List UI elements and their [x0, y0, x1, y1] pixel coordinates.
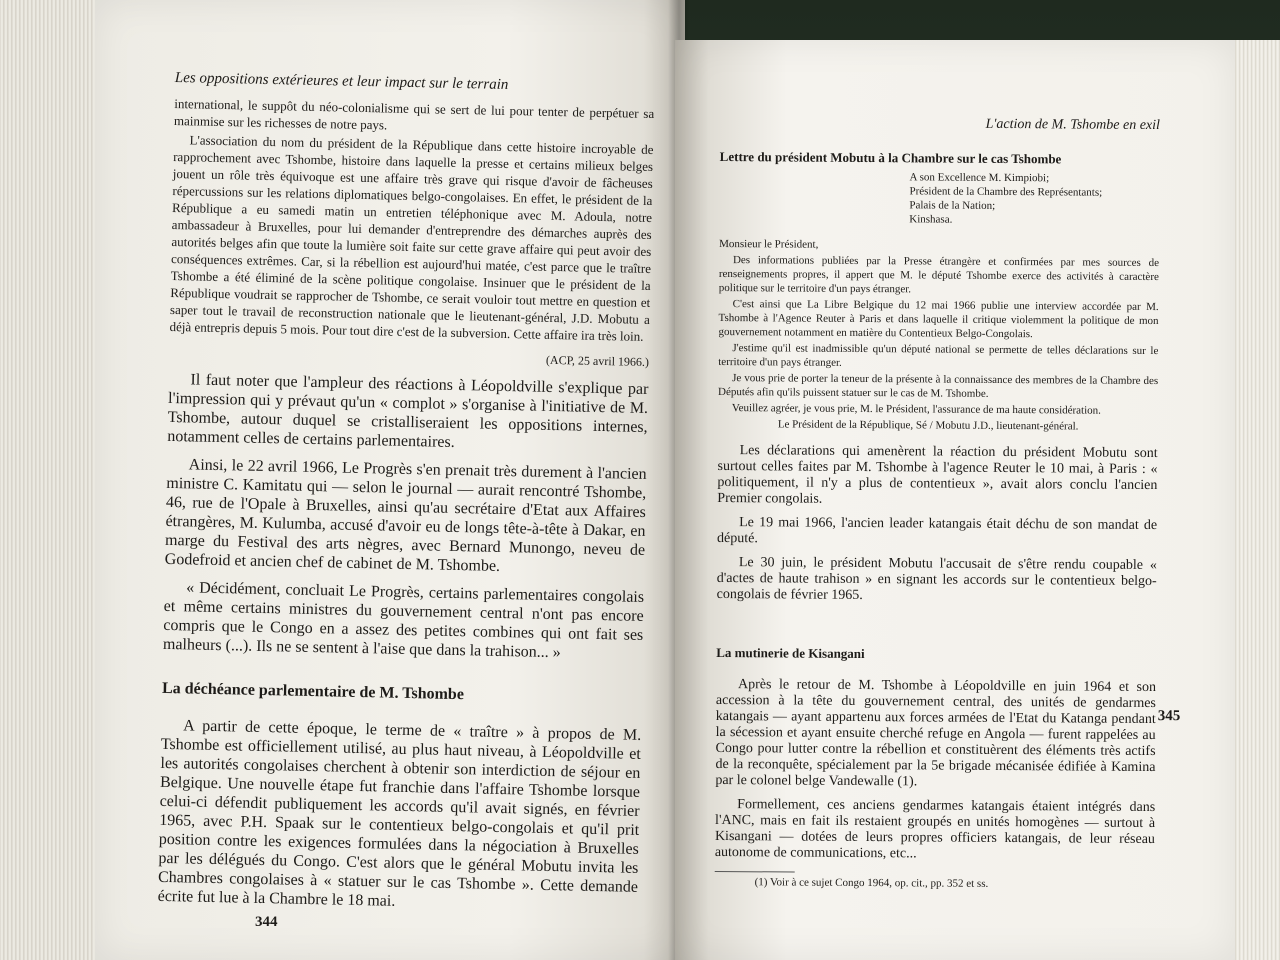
letter-paragraph: Veuillez agréer, je vous prie, M. le Président, l'assurance de ma haute considération.	[731, 402, 1101, 417]
footnote-rule	[715, 871, 795, 873]
page-number: 345	[1157, 708, 1181, 725]
left-page	[95, 0, 685, 960]
running-head: Les oppositions extérieures et leur impact sur le terrain	[174, 70, 509, 93]
letter-signature: Le Président de la République, Sé / Mobutu J.D., lieutenant-général.	[777, 418, 1079, 433]
letter-paragraph: Des informations publiées par la Presse étrangère et confirmées par mes sources de renseignements propres, il appert que M. le député Tshombe exerce des activités à caractère politique sur le territoire d'un pays étranger.	[718, 254, 1160, 296]
body-paragraph: A partir de cette époque, le terme de « traître » à propos de M. Tshombe est officiellement utilisé, au plus haut niveau, à Léopoldville et les autorités congolaises cherchent à obtenir son interdiction de séjour en Belgique. Une nouvelle étape fut franchie dans l'affaire Tshombe lorsque celui-ci défendit publiquement les accords qu'il avait signés, en février 1965, avec P.H. Spaak sur le contentieux belgo-congolais et qu'il prit position contre les exigences formulées dans la négociation à Bruxelles par les délégués du Congo. C'est alors que le général Mobutu invita les Chambres congolaises à « statuer sur le cas Tshombe ». Cette demande écrite fut lue à la Chambre le 18 mai.	[157, 717, 642, 910]
body-text	[157, 716, 641, 916]
letter-address-line: Président de la Chambre des Représentants;	[909, 185, 1103, 199]
body-paragraph: Le 30 juin, le président Mobutu l'accusait de s'être rendu coupable « d'actes de haute trahison » en signant les accords sur le contentieux belgo-congolais de février 1965.	[716, 555, 1157, 604]
running-head: L'action de M. Tshombe en exil	[985, 116, 1160, 134]
body-text	[163, 370, 649, 664]
letter-address-line: Kinshasa.	[909, 213, 953, 226]
body-paragraph: Les déclarations qui amenèrent la réaction du président Mobutu sont surtout celles faites par M. Tshombe à l'agence Reuter le 10 mai, à Paris : « politiquement, il n'y a plus de contentieux », avait alors conclu l'ancien Premier congolais.	[717, 443, 1158, 507]
section-title: La déchéance parlementaire de M. Tshombe	[161, 679, 465, 704]
body-paragraph: Après le retour de M. Tshombe à Léopoldville en juin 1964 et son accession à la tête du gouvernement central, des unités de gendarmes katangais — ayant appartenu aux forces armées de l'Etat du Katanga pendant la sécession et ayant ensuite cherché refuge en Angola — furent rappelées au Congo pour lutter contre la rébellion et constituèrent des éléments très actifs de la reconquête, spécialement par la 5e brigade mécanisée édifiée à Kamina par le colonel belge Vandewalle (1).	[715, 677, 1157, 790]
letter	[718, 169, 1160, 434]
body-paragraph: Il faut noter que l'ampleur des réactions à Léopoldville s'explique par l'impression qui y prévaut qu'un « complot » s'organise à l'initiative de M. Tshombe, autour duquel se cristalliseraient les oppositions internes, notamment celles de certains parlementaires.	[167, 371, 649, 451]
letter-address-line: Palais de la Nation;	[909, 199, 996, 212]
letter-paragraph: Je vous prie de porter la teneur de la présente à la connaissance des membres de la Chambre des Députés afin qu'ils puissent statuer sur le cas de M. Tshombe.	[718, 372, 1159, 400]
quote-paragraph: L'association du nom du président de la République dans cette histoire incroyable de rapprochement avec Tshombe, histoire dans laquelle la presse et certains milieux belges jouent un rôle très équivoque est une affaire très grave qui risque d'avoir de fâcheuses répercussions sur les relations diplomatiques belgo-congolaises. En effet, le président de la République a eu samedi matin un entretien téléphonique avec M. Adoula, notre ambassadeur à Bruxelles, pour lui demander d'entreprendre des démarches auprès des autorités belges afin que toute la lumière soit faite sur cette grave affaire qui peut avoir des conséquences extrêmes. Car, si la rébellion est aujourd'hui matée, c'est parce que le traître Tshombe a été éliminé de la scène politique congolaise. Insinuer que le président de la République voudrait se rapprocher de Tshombe, ce serait vouloir tout mettre en question et saper tout le travail de reconstruction nationale que le lieutenant-général, J.D. Mobutu a déjà entrepris depuis 5 mois. Pour tout dire c'est de la subversion. Cette affaire ira très loin.	[169, 132, 654, 344]
letter-title: Lettre du président Mobutu à la Chambre sur le cas Tshombe	[719, 148, 1062, 167]
body-text	[715, 677, 1156, 864]
right-page-content	[714, 115, 1181, 891]
section-title: La mutinerie de Kisangani	[716, 644, 865, 662]
body-text	[717, 443, 1158, 606]
quote-source: (ACP, 25 avril 1966.)	[545, 352, 650, 369]
body-paragraph: Ainsi, le 22 avril 1966, Le Progrès s'en prenait très durement à l'ancien ministre C. Kamitatu qui — selon le journal — aurait rencontré Tshombe, 46, rue de l'Opale à Bruxelles, ainsi qu'au secrétaire d'Etat aux Affaires étrangères, M. Kulumba, accusé d'avoir eu de longs tête-à-tête à Dakar, en marge du Festival des arts nègres, avec Bernard Munongo, neveu de Godefroid et ancien chef de cabinet de M. Tshombe.	[164, 456, 647, 575]
letter-paragraph: C'est ainsi que La Libre Belgique du 12 mai 1966 publie une interview accordée par M. Tshombe à l'Agence Reuter à Paris et dans laquelle il critique violemment la politique de mon gouvernement notamment en matière du Contentieux Belgo-Congolais.	[718, 298, 1159, 341]
footnote: (1) Voir à ce sujet Congo 1964, op. cit., pp. 352 et ss.	[754, 876, 989, 890]
quote-paragraph: international, le suppôt du néo-colonialisme qui se sert de lui pour tenter de perpétuer sa mainmise sur les richesses de notre pays.	[173, 95, 655, 133]
body-paragraph: « Décidément, concluait Le Progrès, certains parlementaires congolais et même certains ministres du gouvernement central n'ont pas encore compris que le Congo en a assez des petites combines qui ont fait ses malheurs (...). Ils ne se sentent à l'aise que dans la trahison... »	[162, 579, 645, 662]
page-number: 344	[255, 914, 278, 930]
body-paragraph: Formellement, ces anciens gendarmes katangais étaient intégrés dans l'ANC, mais en fait ils restaient groupés en unités homogènes — surtout à Kisangani — dotées de leurs propres officiers katangais, de leur réseau autonome de communications, etc...	[714, 797, 1156, 862]
quote-block	[169, 95, 654, 345]
letter-paragraph: J'estime qu'il est inadmissible qu'un député national se permette de telles déclarations sur le territoire d'un pays étranger.	[718, 342, 1159, 369]
letter-address-line: A son Excellence M. Kimpiobi;	[909, 171, 1050, 185]
letter-salutation: Monsieur le Président,	[719, 237, 819, 251]
left-page-content	[157, 70, 655, 925]
right-page	[675, 40, 1235, 960]
body-paragraph: Le 19 mai 1966, l'ancien leader katangais était déchu de son mandat de député.	[716, 515, 1158, 547]
